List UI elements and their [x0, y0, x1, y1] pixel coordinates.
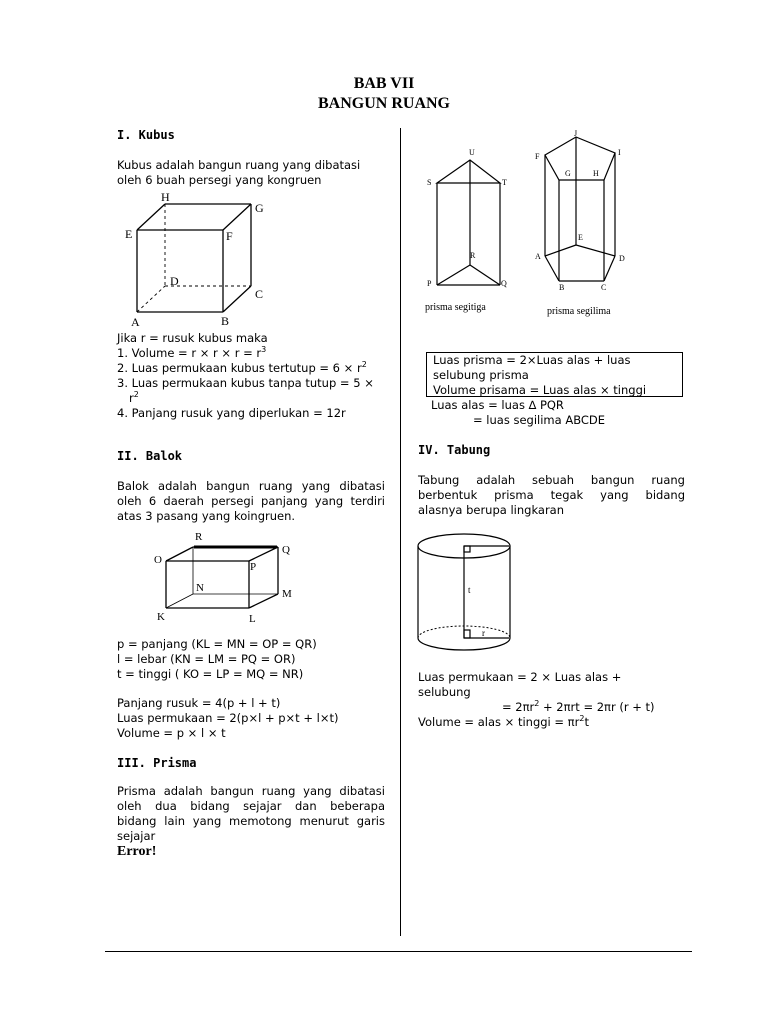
vertex-label: I — [618, 148, 621, 157]
formula-volume — [117, 346, 389, 361]
formula-volume — [418, 715, 698, 730]
luas-alas-line: = luas segilima ABCDE — [473, 413, 606, 427]
cylinder-diagram — [412, 528, 516, 656]
prisma-description — [117, 784, 385, 844]
vertex-label: U — [469, 148, 475, 157]
section-heading-prisma: III. Prisma — [117, 756, 197, 770]
text-line: bidang lain yang memotong menurut garis — [117, 814, 385, 828]
superscript: 3 — [261, 345, 267, 355]
kubus-description — [117, 158, 385, 188]
vertex-label: H — [593, 169, 599, 178]
vertex-label: E — [578, 233, 583, 242]
text-line: Tabung adalah sebuah bangun ruang — [418, 473, 685, 487]
height-label: t — [468, 585, 471, 595]
vertex-label: C — [601, 283, 607, 292]
text-line: Luas permukaan = 2 × Luas alas + — [418, 670, 622, 684]
text-line: selubung prisma — [433, 368, 529, 382]
text-line: Luas permukaan = 2(p×l + p×t + l×t) — [117, 711, 339, 725]
diagram-caption: prisma segilima — [547, 306, 611, 317]
triangular-prism-diagram — [422, 140, 522, 320]
text-line: Luas prisma = 2×Luas alas + luas — [433, 353, 631, 367]
vertex-label: G — [565, 169, 571, 178]
text: = 2πr — [502, 700, 535, 714]
vertex-label: C — [255, 287, 264, 301]
tabung-description — [418, 473, 685, 518]
text-line: oleh dua bidang sejajar dan beberapa — [117, 799, 385, 813]
formula-luas-tertutup — [117, 361, 389, 376]
formula-rusuk: 4. Panjang rusuk yang diperlukan = 12r — [117, 406, 346, 420]
balok-formulas — [117, 696, 389, 741]
footer-rule — [105, 951, 692, 952]
vertex-label: S — [427, 178, 432, 187]
text-line: selubung — [418, 685, 471, 699]
balok-description — [117, 479, 385, 524]
text: 2. Luas permukaan kubus tertutup = 6 × r — [117, 361, 362, 375]
vertex-label: P — [250, 561, 257, 573]
vertex-label: F — [226, 229, 233, 243]
cuboid-diagram — [150, 528, 310, 626]
text-line: oleh 6 daerah persegi panjang yang terdiri — [117, 494, 385, 508]
vertex-label: Q — [501, 279, 507, 288]
section-heading-balok: II. Balok — [117, 449, 183, 463]
vertex-label: R — [470, 251, 476, 260]
vertex-label: G — [255, 201, 264, 215]
vertex-label: O — [154, 554, 162, 566]
kubus-formulas — [117, 331, 389, 421]
vertex-label: B — [221, 314, 230, 328]
text-line: alasnya berupa lingkaran — [418, 503, 565, 517]
text: t — [584, 715, 589, 729]
balok-definitions — [117, 637, 389, 682]
text-line: Volume prisama = Luas alas × tinggi — [433, 383, 647, 397]
vertex-label: T — [502, 178, 507, 187]
text-line: Balok adalah bangun ruang yang dibatasi — [117, 479, 385, 493]
vertex-label: J — [574, 129, 578, 138]
superscript: 2 — [534, 699, 540, 709]
vertex-label: N — [196, 582, 204, 594]
vertex-label: F — [535, 152, 540, 161]
text-line: Panjang rusuk = 4(p + l + t) — [117, 696, 281, 710]
superscript: 2 — [133, 390, 139, 400]
vertex-label: H — [161, 190, 170, 204]
vertex-label: E — [125, 227, 133, 241]
error-text: Error! — [117, 844, 157, 859]
vertex-label: B — [559, 283, 565, 292]
text-line: t = tinggi ( KO = LP = MQ = NR) — [117, 667, 304, 681]
vertex-label: K — [157, 611, 165, 623]
chapter-number: BAB VII — [353, 75, 415, 92]
text-line: berbentuk prisma tegak yang bidang — [418, 488, 685, 502]
text-line: Jika r = rusuk kubus maka — [117, 331, 268, 345]
chapter-title: BANGUN RUANG — [318, 95, 450, 112]
vertex-label: P — [427, 279, 432, 288]
text-line: p = panjang (KL = MN = OP = QR) — [117, 637, 317, 651]
pentagonal-prism-diagram — [530, 128, 640, 322]
text-line: sejajar — [117, 829, 156, 843]
column-divider — [400, 128, 401, 936]
cube-diagram — [115, 188, 275, 330]
vertex-label: R — [195, 531, 203, 543]
vertex-label: D — [619, 254, 625, 263]
vertex-label: A — [131, 315, 140, 329]
formula-luas-tanpa-tutup: 3. Luas permukaan kubus tanpa tutup = 5 × — [117, 376, 374, 390]
formula-luas-permukaan — [418, 700, 698, 715]
text-line: atas 3 pasang yang koingruen. — [117, 509, 296, 523]
text: 1. Volume = r × r × r = r — [117, 346, 262, 360]
text: + 2πrt = 2πr (r + t) — [539, 700, 655, 714]
diagram-caption: prisma segitiga — [425, 302, 486, 313]
text-line: Kubus adalah bangun ruang yang dibatasi — [117, 158, 361, 172]
text: r — [129, 391, 134, 405]
superscript: 2 — [579, 714, 585, 724]
vertex-label: A — [535, 252, 541, 261]
section-heading-kubus: I. Kubus — [117, 128, 175, 142]
luas-alas-line: Luas alas = luas ∆ PQR — [431, 398, 564, 412]
prism-formula-box — [426, 352, 683, 397]
vertex-label: M — [282, 588, 292, 600]
text-line: oleh 6 buah persegi yang kongruen — [117, 173, 322, 187]
formula-continuation — [117, 391, 389, 406]
text: Volume = alas × tinggi = πr — [418, 715, 580, 729]
superscript: 2 — [361, 360, 367, 370]
section-heading-tabung: IV. Tabung — [418, 443, 491, 457]
vertex-label: Q — [282, 544, 290, 556]
vertex-label: D — [170, 274, 179, 288]
text-line: Volume = p × l × t — [117, 726, 226, 740]
text-line: Prisma adalah bangun ruang yang dibatasi — [117, 784, 385, 798]
vertex-label: L — [249, 613, 256, 625]
text-line: l = lebar (KN = LM = PQ = OR) — [117, 652, 296, 666]
radius-label: r — [482, 628, 485, 638]
tabung-formulas — [418, 670, 698, 730]
